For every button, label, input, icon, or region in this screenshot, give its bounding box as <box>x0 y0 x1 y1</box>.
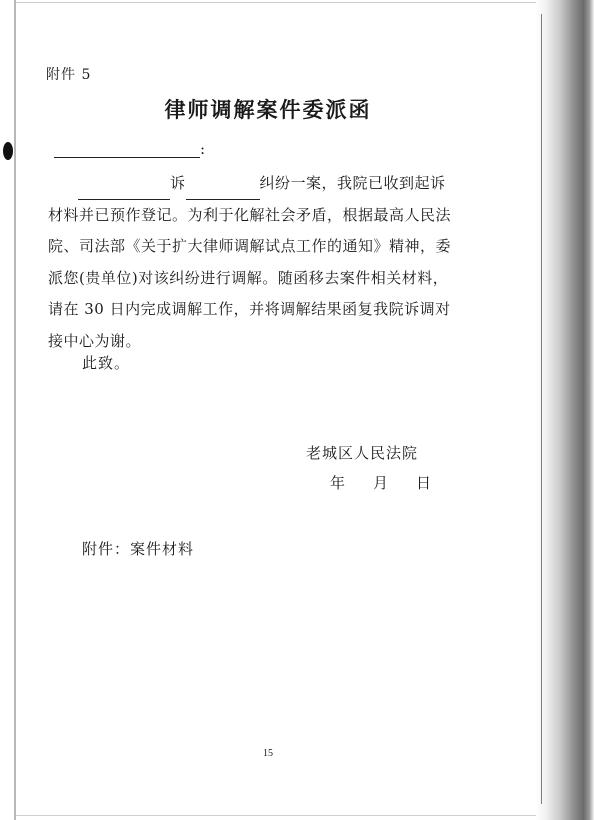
salutation-line <box>54 140 205 158</box>
date-month: 月 <box>373 474 389 492</box>
attachment-note: 附件：案件材料 <box>82 540 195 558</box>
body-paragraph <box>48 168 478 357</box>
addressee-blank <box>54 141 200 158</box>
attachment-number: 附件 5 <box>46 67 92 83</box>
court-name: 老城区人民法院 <box>306 444 419 462</box>
body-line-6: 接中心为谢。 <box>48 331 142 350</box>
binding-hole-mark <box>3 142 13 160</box>
body-line-2: 材料并已预作登记。为利于化解社会矛盾，根据最高人民法 <box>48 205 452 224</box>
body-line-4: 派您(贵单位)对该纠纷进行调解。随函移去案件相关材料， <box>48 268 449 287</box>
date-year: 年 <box>330 474 346 492</box>
page-top-edge <box>16 2 536 3</box>
body-line-1 <box>48 168 478 200</box>
page-right-edge <box>541 14 542 804</box>
plaintiff-blank <box>78 183 170 200</box>
body-line-5: 请在 30 日内完成调解工作，并将调解结果函复我院诉调对 <box>48 300 451 318</box>
scan-shadow-right <box>536 0 594 820</box>
page-number: 15 <box>263 748 273 759</box>
body-line-3: 院、司法部《关于扩大律师调解试点工作的通知》精神，委 <box>48 237 452 255</box>
defendant-blank <box>186 183 260 200</box>
salutation-colon: : <box>200 140 206 158</box>
document-title: 律师调解案件委派函 <box>164 97 372 122</box>
page-bottom-edge <box>16 815 536 816</box>
sue-text: 诉 <box>170 174 186 192</box>
date-day: 日 <box>416 474 432 492</box>
closing-phrase: 此致。 <box>82 354 131 372</box>
date-line <box>330 472 431 493</box>
body-line-1-text: 纠纷一案，我院已收到起诉 <box>259 174 446 192</box>
